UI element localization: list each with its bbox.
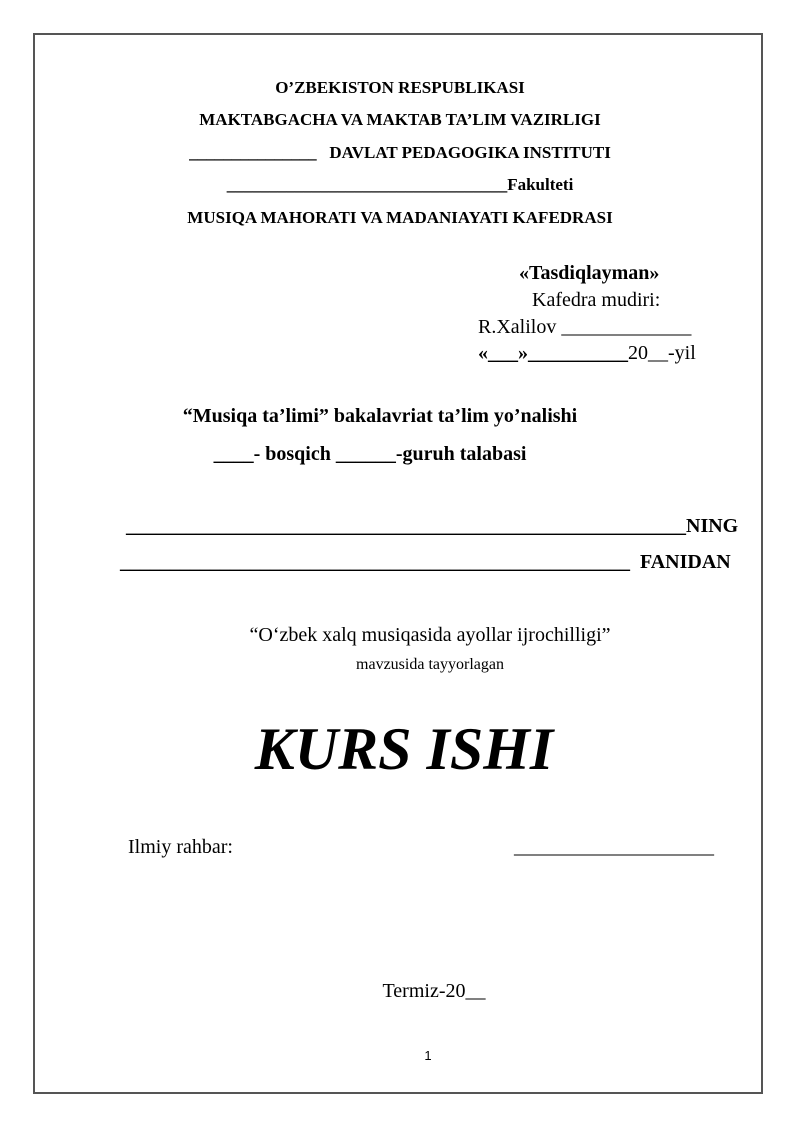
faculty-blank: _________________________________	[226, 175, 508, 194]
faculty-label: Fakulteti	[507, 175, 574, 194]
topic-subtitle: mavzusida tayyorlagan	[356, 656, 504, 673]
date-open-quote: «	[478, 342, 488, 364]
approval-name-line: R.Xalilov _____________	[478, 316, 692, 338]
supervisor-label: Ilmiy rahbar:	[128, 836, 233, 858]
approval-date-line	[478, 342, 696, 365]
institute-blank: _______________	[189, 143, 317, 162]
subject-blank: ___________________________________________________	[120, 551, 630, 573]
topic-title: “O‘zbek xalq musiqasida ayollar ijrochilligi”	[249, 624, 611, 646]
student-name-blank: ________________________________________________________	[126, 515, 686, 537]
header-republic: O’ZBEKISTON RESPUBLIKASI	[275, 78, 525, 97]
date-year: 20__-yil	[628, 342, 696, 364]
header-institute	[0, 143, 800, 163]
document-title: KURS ISHI	[254, 716, 554, 782]
approval-title: «Tasdiqlayman»	[519, 262, 660, 284]
header-faculty	[0, 175, 800, 195]
date-day-blank: ___	[488, 342, 518, 364]
approval-role: Kafedra mudiri:	[532, 289, 661, 311]
header-department: MUSIQA MAHORATI VA MADANIAYATI KAFEDRASI	[187, 208, 613, 227]
date-close-quote: »	[518, 342, 528, 364]
city-year: Termiz-20__	[382, 980, 486, 1002]
ning-suffix: NING	[686, 515, 739, 537]
program-stage: ____- bosqich ______-guruh talabasi	[213, 443, 527, 465]
program-direction: “Musiqa ta’limi” bakalavriat ta’lim yo’nalishi	[182, 405, 578, 427]
date-month-blank: __________	[528, 342, 628, 364]
subject-line	[120, 551, 731, 574]
fanidan-suffix: FANIDAN	[640, 551, 731, 573]
supervisor-signature-blank: ____________________	[514, 836, 714, 858]
header-ministry: MAKTABGACHA VA MAKTAB TA’LIM VAZIRLIGI	[199, 110, 601, 129]
institute-name: DAVLAT PEDAGOGIKA INSTITUTI	[329, 143, 611, 162]
page-number: 1	[424, 1048, 432, 1063]
student-name-line	[126, 515, 738, 538]
